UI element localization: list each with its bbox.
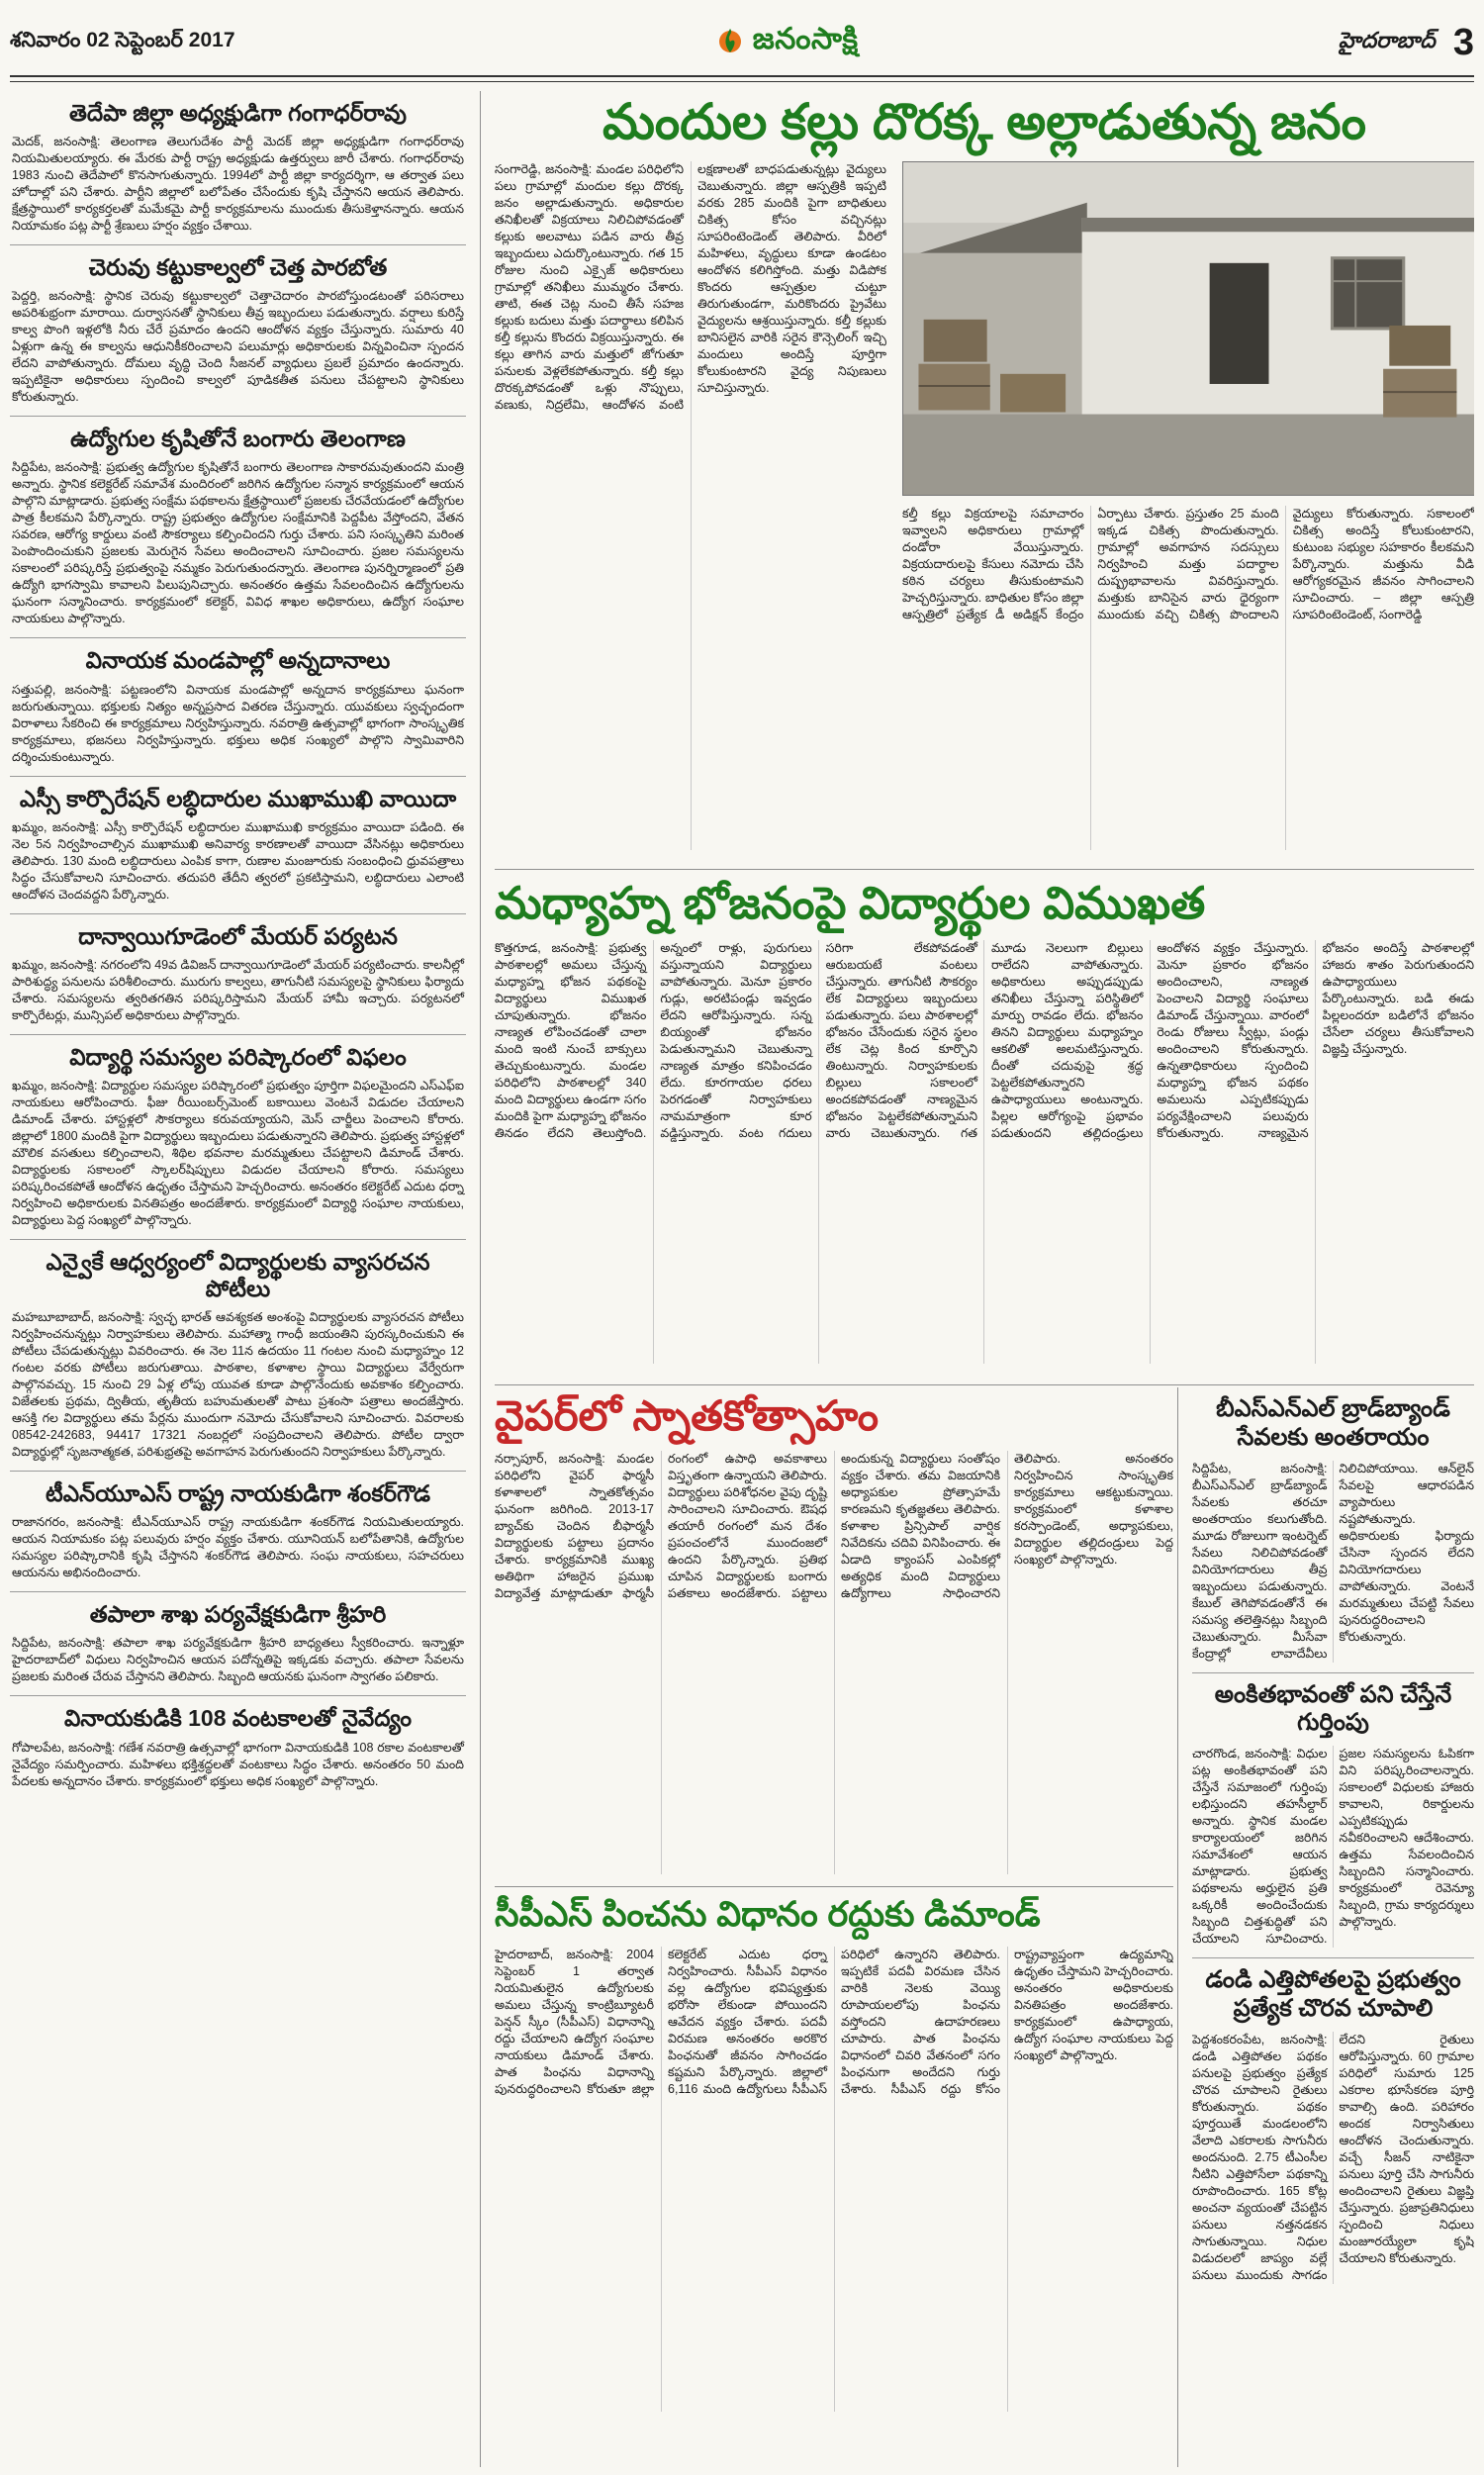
page-number: 3 [1452, 21, 1474, 63]
article-headline: డండి ఎత్తిపోతలపై ప్రభుత్వం ప్రత్యేక చొరవ చూపాలి [1205, 1966, 1461, 2022]
article-body: మెదక్, జనంసాక్షి: తెలంగాణ తెలుగుదేశం పార్టీ మెదక్ జిల్లా అధ్యక్షుడిగా గంగాధర్‌రావు నియమితులయ్యారు. ఈ మేరకు పార్టీ రాష్ట్ర అధ్యక్షుడు ఉత్తర్వులు జారీ చేశారు. గంగాధర్‌రావు 1983 నుంచి తెదేపాలో కొనసాగుతున్నారు. 1994లో పార్టీ జిల్లా కార్యదర్శిగా, ఆ తర్వాత పలు హోదాల్లో పని చేశారు. పార్టీని జిల్లాలో బలోపేతం చేసేందుకు కృషి చేస్తానని ఆయన తెలిపారు. క్షేత్రస్థాయిలో కార్యకర్తలతో మమేకమై పార్టీ కార్యక్రమాలను ముందుకు తీసుకెళ్తానన్నారు. ఆయన నియామకం పట్ల పార్టీ శ్రేణులు హర్షం వ్యక్తం చేశాయి. [12, 135, 464, 234]
header-right [1339, 22, 1474, 64]
article-body: హైదరాబాద్, జనంసాక్షి: 2004 సెప్టెంబర్ 1 తర్వాత నియమితులైన ఉద్యోగులకు అమలు చేస్తున్న కాంట్రిబ్యూటరీ పెన్షన్ స్కీం (సీపీఎస్) విధానాన్ని రద్దు చేయాలని ఉద్యోగ సంఘాల నాయకులు డిమాండ్ చేశారు. పాత పింఛను విధానాన్ని పునరుద్ధరించాలని కోరుతూ జిల్లా కలెక్టరేట్ ఎదుట ధర్నా నిర్వహించారు. సీపీఎస్ విధానం వల్ల ఉద్యోగుల భవిష్యత్తుకు భరోసా లేకుండా పోయిందని ఆవేదన వ్యక్తం చేశారు. పదవీ విరమణ అనంతరం అరకొర పింఛనుతో జీవనం సాగించడం కష్టమని పేర్కొన్నారు. జిల్లాలో 6,116 మంది ఉద్యోగులు సీపీఎస్ పరిధిలో ఉన్నారని తెలిపారు. ఇప్పటికే పదవీ విరమణ చేసిన వారికి నెలకు వెయ్యి రూపాయలలోపు పింఛను వస్తోందని ఉదాహరణలు చూపారు. పాత పింఛను విధానంలో చివరి వేతనంలో సగం పింఛనుగా అందేదని గుర్తు చేశారు. సీపీఎస్ రద్దు కోసం రాష్ట్రవ్యాప్తంగా ఉద్యమాన్ని ఉధృతం చేస్తామని హెచ్చరించారు. అనంతరం అధికారులకు వినతిపత్రం అందజేశారు. కార్యక్రమంలో ఉపాధ్యాయ, ఉద్యోగ సంఘాల నాయకులు పెద్ద సంఖ్యలో పాల్గొన్నారు. [495, 1948, 1173, 2097]
article-dandi-lift-irrigation [1192, 1958, 1474, 2294]
masthead [715, 23, 859, 63]
article-headline: టీఎన్‌యూఎస్ రాష్ట్ర నాయకుడిగా శంకర్‌గౌడ [45, 1480, 431, 1507]
article-body: చారగొండ, జనంసాక్షి: విధుల పట్ల అంకితభావంతో పని చేస్తేనే సమాజంలో గుర్తింపు లభిస్తుందని తహసీల్దార్ అన్నారు. స్థానిక మండల కార్యాలయంలో జరిగిన సమావేశంలో ఆయన మాట్లాడారు. ప్రభుత్వ పథకాలను అర్హులైన ప్రతి ఒక్కరికీ అందించేందుకు సిబ్బంది చిత్తశుద్ధితో పని చేయాలని సూచించారు. ప్రజల సమస్యలను ఓపికగా విని పరిష్కరించాలన్నారు. సకాలంలో విధులకు హాజరు కావాలని, రికార్డులను ఎప్పటికప్పుడు నవీకరించాలని ఆదేశించారు. ఉత్తమ సేవలందించిన సిబ్బందిని సన్మానించారు. కార్యక్రమంలో రెవెన్యూ సిబ్బంది, గ్రామ కార్యదర్శులు పాల్గొన్నారు. [1192, 1747, 1474, 1947]
article-headline: తెదేపా జిల్లా అధ్యక్షుడిగా గంగాధర్‌రావు [68, 100, 407, 126]
article-body: రాజానగరం, జనంసాక్షి: టీఎన్‌యూఎస్ రాష్ట్ర నాయకుడిగా శంకర్‌గౌడ నియమితులయ్యారు. ఆయన నియామకం పట్ల పలువురు హర్షం వ్యక్తం చేశారు. యూనియన్ బలోపేతానికి, ఉద్యోగుల సమస్యల పరిష్కారానికి కృషి చేస్తానని శంకర్‌గౌడ తెలిపారు. సంఘ నాయకులు, సహచరులు ఆయనను అభినందించారు. [12, 1515, 464, 1580]
article-cps-pension [495, 1895, 1173, 2412]
article-body-cols [1192, 1746, 1474, 1948]
article-headline: ఎస్సీ కార్పొరేషన్ లబ్ధిదారుల ముఖాముఖి వాయిదా [19, 785, 457, 811]
midday-body [495, 940, 1474, 1364]
midday-headline: మధ్యాహ్న భోజనంపై విద్యార్థుల విముఖత [495, 878, 1206, 928]
viper-body [495, 1451, 1173, 1874]
article-body: గోపాలపేట, జనంసాక్షి: గణేశ నవరాత్రి ఉత్సవాల్లో భాగంగా వినాయకుడికి 108 రకాల వంటకాలతో నైవేద్యం సమర్పించారు. మహిళలు భక్తిశ్రద్ధలతో వంటకాలు సిద్ధం చేశారు. అనంతరం 50 మంది పేదలకు అన్నదానం చేశారు. కార్యక్రమంలో భక్తులు అధిక సంఖ్యలో పాల్గొన్నారు. [12, 1740, 464, 1788]
article-headline: విద్యార్థి సమస్యల పరిష్కారంలో విఫలం [69, 1043, 407, 1070]
article-body: పెద్దశంకరంపేట, జనంసాక్షి: డండి ఎత్తిపోతల పథకం పనులపై ప్రభుత్వం ప్రత్యేక చొరవ చూపాలని రైతులు కోరుతున్నారు. పథకం పూర్తయితే మండలంలోని వేలాది ఎకరాలకు సాగునీరు అందనుంది. 2.75 టీఎంసీల నీటిని ఎత్తిపోసేలా పథకాన్ని రూపొందించారు. 165 కోట్ల అంచనా వ్యయంతో చేపట్టిన పనులు నత్తనడకన సాగుతున్నాయి. నిధుల విడుదలలో జాప్యం వల్లే పనులు ముందుకు సాగడం లేదని రైతులు ఆరోపిస్తున్నారు. 60 గ్రామాల పరిధిలో సుమారు 125 ఎకరాల భూసేకరణ పూర్తి కావాల్సి ఉంది. పరిహారం అందక నిర్వాసితులు ఆందోళన చెందుతున్నారు. వచ్చే సీజన్ నాటికైనా పనులు పూర్తి చేసి సాగునీరు అందించాలని రైతులు విజ్ఞప్తి చేస్తున్నారు. ప్రజాప్రతినిధులు స్పందించి నిధులు మంజూరయ్యేలా కృషి చేయాలని కోరుతున్నారు. [1192, 2032, 1474, 2282]
article-body: నర్సాపూర్, జనంసాక్షి: మండల పరిధిలోని వైపర్ ఫార్మసీ కళాశాలలో స్నాతకోత్సవం ఘనంగా జరిగింది. 2013-17 బ్యాచ్‌కు చెందిన బీఫార్మసీ విద్యార్థులకు పట్టాలు ప్రదానం చేశారు. కార్యక్రమానికి ముఖ్య అతిథిగా హాజరైన ప్రముఖ విద్యావేత్త మాట్లాడుతూ ఫార్మసీ రంగంలో ఉపాధి అవకాశాలు విస్తృతంగా ఉన్నాయని తెలిపారు. విద్యార్థులు పరిశోధనల వైపు దృష్టి సారించాలని సూచించారు. ఔషధ తయారీ రంగంలో మన దేశం ప్రపంచంలోనే ముందంజలో ఉందని పేర్కొన్నారు. ప్రతిభ చూపిన విద్యార్థులకు బంగారు పతకాలు అందజేశారు. పట్టాలు అందుకున్న విద్యార్థులు సంతోషం వ్యక్తం చేశారు. తమ విజయానికి అధ్యాపకుల ప్రోత్సాహమే కారణమని కృతజ్ఞతలు తెలిపారు. కళాశాల ప్రిన్సిపాల్ వార్షిక నివేదికను చదివి వినిపించారు. ఈ ఏడాది క్యాంపస్ ఎంపికల్లో అత్యధిక మంది విద్యార్థులు ఉద్యోగాలు సాధించారని తెలిపారు. అనంతరం నిర్వహించిన సాంస్కృతిక కార్యక్రమాలు ఆకట్టుకున్నాయి. కార్యక్రమంలో కళాశాల కరస్పాండెంట్, అధ్యాపకులు, విద్యార్థుల తల్లిదండ్రులు పెద్ద సంఖ్యలో పాల్గొన్నారు. [495, 1452, 1173, 1601]
page-header [10, 14, 1474, 71]
article-bsnl-broadband [1192, 1387, 1474, 1673]
bottom-right-column [1177, 1387, 1474, 2467]
article-postal-supervisor [10, 1592, 466, 1696]
article-headline: బీఎస్‌ఎన్‌ఎల్ బ్రాడ్‌బ్యాండ్ సేవలకు అంతరాయం [1216, 1395, 1450, 1451]
article-body: మహబూబాబాద్, జనంసాక్షి: స్వచ్ఛ భారత్ ఆవశ్యకత అంశంపై విద్యార్థులకు వ్యాసరచన పోటీలు నిర్వహించనున్నట్లు నిర్వాహకులు తెలిపారు. మహాత్మా గాంధీ జయంతిని పురస్కరించుకుని ఈ పోటీలు చేపడుతున్నట్లు వివరించారు. ఈ నెల 11న ఉదయం 11 గంటల నుంచి మధ్యాహ్నం 12 గంటల వరకు పోటీలు జరుగుతాయి. పాఠశాల, కళాశాల స్థాయి విద్యార్థులు వేర్వేరుగా పాల్గొనవచ్చు. 15 నుంచి 29 ఏళ్ల లోపు యువత కూడా పాల్గొనేందుకు అవకాశం కల్పించారు. విజేతలకు ప్రథమ, ద్వితీయ, తృతీయ బహుమతులతో పాటు ప్రశంసా పత్రాలు అందజేస్తారు. ఆసక్తి గల విద్యార్థులు తమ పేర్లను ముందుగా నమోదు చేసుకోవాలని సూచించారు. వివరాలకు 08542-242683, 94417 17321 నంబర్లలో సంప్రదించాలని తెలిపారు. పోటీల ద్వారా విద్యార్థుల్లో సృజనాత్మకత, పరిశుభ్రతపై అవగాహన పెరుగుతుందని నిర్వాహకులు పేర్కొన్నారు. [12, 1310, 464, 1460]
cps-body [495, 1947, 1173, 2412]
article-viper-convocation [495, 1393, 1173, 1874]
article-midday-meal [495, 873, 1474, 1381]
article-canal-garbage [10, 245, 466, 417]
article-body: సిద్దిపేట, జనంసాక్షి: బీఎస్ఎన్ఎల్ బ్రాడ్‌బ్యాండ్ సేవలకు తరచూ అంతరాయం కలుగుతోంది. మూడు రోజులుగా ఇంటర్నెట్ సేవలు నిలిచిపోవడంతో వినియోగదారులు తీవ్ర ఇబ్బందులు పడుతున్నారు. కేబుల్ తెగిపోవడంతోనే ఈ సమస్య తలెత్తినట్లు సిబ్బంది చెబుతున్నారు. మీసేవా కేంద్రాల్లో లావాదేవీలు నిలిచిపోయాయి. ఆన్‌లైన్ సేవలపై ఆధారపడిన వ్యాపారులు నష్టపోతున్నారు. అధికారులకు ఫిర్యాదు చేసినా స్పందన లేదని వినియోగదారులు వాపోతున్నారు. వెంటనే మరమ్మతులు చేపట్టి సేవలు పునరుద్ధరించాలని కోరుతున్నారు. [1192, 1461, 1474, 1661]
article-tnus-leader [10, 1472, 466, 1592]
article-golden-telangana [10, 417, 466, 638]
article-body: ఖమ్మం, జనంసాక్షి: నగరంలోని 49వ డివిజన్ దాన్వాయిగూడెంలో మేయర్ పర్యటించారు. కాలనీల్లో పారిశుద్ధ్య పనులను పరిశీలించారు. మురుగు కాల్వలు, తాగునీటి సమస్యలపై స్థానికులు ఫిర్యాదు చేశారు. సమస్యలను త్వరితగతిన పరిష్కరిస్తామని మేయర్ హామీ ఇచ్చారు. పర్యటనలో కార్పొరేటర్లు, మున్సిపల్ అధికారులు పాల్గొన్నారు. [12, 957, 464, 1022]
section-divider [495, 1886, 1173, 1887]
article-headline: వినాయకుడికి 108 వంటకాలతో నైవేద్యం [63, 1705, 413, 1732]
article-body: కొత్తగూడ, జనంసాక్షి: ప్రభుత్వ పాఠశాలల్లో అమలు చేస్తున్న మధ్యాహ్న భోజన పథకంపై విద్యార్థులు విముఖత చూపుతున్నారు. భోజనం నాణ్యత లోపించడంతో చాలా మంది ఇంటి నుంచే బాక్సులు తెచ్చుకుంటున్నారు. మండల పరిధిలోని పాఠశాలల్లో 340 మంది విద్యార్థులు ఉండగా సగం మందికి పైగా మధ్యాహ్న భోజనం తినడం లేదని తెలుస్తోంది. అన్నంలో రాళ్లు, పురుగులు వస్తున్నాయని విద్యార్థులు వాపోతున్నారు. మెనూ ప్రకారం గుడ్లు, అరటిపండ్లు ఇవ్వడం లేదని ఆరోపిస్తున్నారు. సన్న బియ్యంతో భోజనం పెడుతున్నామని చెబుతున్నా నాణ్యత మాత్రం కనిపించడం లేదు. కూరగాయల ధరలు పెరగడంతో నిర్వాహకులు నామమాత్రంగా కూర వడ్డిస్తున్నారు. వంట గదులు సరిగా లేకపోవడంతో ఆరుబయటే వంటలు చేస్తున్నారు. తాగునీటి సౌకర్యం లేక విద్యార్థులు ఇబ్బందులు పడుతున్నారు. పలు పాఠశాలల్లో భోజనం చేసేందుకు సరైన స్థలం లేక చెట్ల కింద కూర్చొని తింటున్నారు. నిర్వాహకులకు బిల్లులు సకాలంలో అందకపోవడంతో నాణ్యమైన భోజనం పెట్టలేకపోతున్నామని వారు చెబుతున్నారు. గత మూడు నెలలుగా బిల్లులు రాలేదని వాపోతున్నారు. అధికారులు అప్పుడప్పుడు తనిఖీలు చేస్తున్నా పరిస్థితిలో మార్పు రావడం లేదు. భోజనం తినని విద్యార్థులు మధ్యాహ్నం ఆకలితో అలమటిస్తున్నారు. దీంతో చదువుపై శ్రద్ధ పెట్టలేకపోతున్నారని ఉపాధ్యాయులు అంటున్నారు. పిల్లల ఆరోగ్యంపై ప్రభావం పడుతుందని తల్లిదండ్రులు ఆందోళన వ్యక్తం చేస్తున్నారు. మెనూ ప్రకారం భోజనం అందించాలని, నాణ్యత పెంచాలని విద్యార్థి సంఘాలు డిమాండ్ చేస్తున్నాయి. వారంలో రెండు రోజులు స్వీట్లు, పండ్లు అందించాలని కోరుతున్నారు. ఉన్నతాధికారులు స్పందించి మధ్యాహ్న భోజన పథకం అమలును ఎప్పటికప్పుడు పర్యవేక్షించాలని పలువురు కోరుతున్నారు. నాణ్యమైన భోజనం అందిస్తే పాఠశాలల్లో హాజరు శాతం పెరుగుతుందని ఉపాధ్యాయులు పేర్కొంటున్నారు. బడి ఈడు పిల్లలందరూ బడిలోనే భోజనం చేసేలా చర్యలు తీసుకోవాలని విజ్ఞప్తి చేస్తున్నారు. [495, 940, 1474, 1140]
lead-right-stack [902, 161, 1474, 850]
lead-body-right [902, 506, 1474, 850]
cps-headline: సీపీఎస్ పించను విధానం రద్దుకు డిమాండ్ [495, 1895, 1041, 1935]
article-headline: వినాయక మండపాల్లో అన్నదానాలు [85, 647, 391, 674]
article-headline: అంకితభావంతో పని చేస్తేనే గుర్తింపు [1214, 1680, 1452, 1737]
section-divider [495, 1384, 1474, 1385]
lead-body-left [495, 161, 886, 850]
header-rule [10, 75, 1474, 82]
article-annadanam [10, 638, 466, 776]
viper-headline: వైపర్‌లో స్నాతకోత్సాహం [495, 1392, 880, 1439]
article-body: ఖమ్మం, జనంసాక్షి: ఎస్సీ కార్పొరేషన్ లబ్ధిదారుల ముఖాముఖి కార్యక్రమం వాయిదా పడింది. ఈ నెల 5న నిర్వహించాల్సిన ముఖాముఖి అనివార్య కారణాలతో వాయిదా వేసినట్లు అధికారులు తెలిపారు. 130 మంది లబ్ధిదారులు ఎంపిక కాగా, రుణాల మంజూరుకు సంబంధించి ధ్రువపత్రాలు సిద్ధం చేసుకోవాలని సూచించారు. తదుపరి తేదీని త్వరలో ప్రకటిస్తామని, లబ్ధిదారులు ఎలాంటి ఆందోళన చెందవద్దని పేర్కొన్నారు. [12, 819, 464, 902]
article-toddy-lead [495, 91, 1474, 865]
article-student-issues [10, 1035, 466, 1240]
article-body: కల్తీ కల్లు విక్రయాలపై సమాచారం ఇవ్వాలని అధికారులు గ్రామాల్లో దండోరా వేయిస్తున్నారు. విక్రయదారులపై కేసులు నమోదు చేసి కఠిన చర్యలు తీసుకుంటామని హెచ్చరిస్తున్నారు. బాధితుల కోసం జిల్లా ఆస్పత్రిలో ప్రత్యేక డీ అడిక్షన్ కేంద్రం ఏర్పాటు చేశారు. ప్రస్తుతం 25 మంది ఇక్కడ చికిత్స పొందుతున్నారు. గ్రామాల్లో అవగాహన సదస్సులు నిర్వహించి మత్తు పదార్థాల దుష్ప్రభావాలను వివరిస్తున్నారు. మత్తుకు బానిసైన వారు ధైర్యంగా ముందుకు వచ్చి చికిత్స పొందాలని వైద్యులు కోరుతున్నారు. సకాలంలో చికిత్స అందిస్తే కోలుకుంటారని, కుటుంబ సభ్యుల సహకారం కీలకమని పేర్కొన్నారు. మత్తును వీడి ఆరోగ్యకరమైన జీవనం సాగించాలని సూచించారు. – జిల్లా ఆస్పత్రి సూపరింటెండెంట్, సంగారెడ్డి [902, 507, 1474, 621]
article-body: సంగారెడ్డి, జనంసాక్షి: మండల పరిధిలోని పలు గ్రామాల్లో మందుల కల్లు దొరక్క జనం అల్లాడుతున్నారు. అధికారుల తనిఖీలతో విక్రయాలు నిలిచిపోవడంతో కల్లుకు అలవాటు పడిన వారు తీవ్ర ఇబ్బందులు ఎదుర్కొంటున్నారు. గత 15 రోజుల నుంచి ఎక్సైజ్ అధికారులు గ్రామాల్లో తనిఖీలు ముమ్మరం చేశారు. తాటి, ఈత చెట్ల నుంచి తీసే సహజ కల్లుకు బదులు మత్తు పదార్థాలు కలిపిన కల్తీ కల్లును కొందరు విక్రయిస్తున్నారు. ఈ కల్లు తాగిన వారు మత్తులో జోగుతూ పనులకు వెళ్లలేకపోతున్నారు. కల్తీ కల్లు దొరక్కపోవడంతో ఒళ్లు నొప్పులు, వణుకు, నిద్రలేమి, ఆందోళన వంటి లక్షణాలతో బాధపడుతున్నట్లు వైద్యులు చెబుతున్నారు. జిల్లా ఆస్పత్రికి ఇప్పటి వరకు 285 మందికి పైగా బాధితులు చికిత్స కోసం వచ్చినట్లు సూపరింటెండెంట్ తెలిపారు. వీరిలో మహిళలు, వృద్ధులు కూడా ఉండటం ఆందోళన కలిగిస్తోంది. మత్తు విడిపోక కొందరు ఆస్పత్రుల చుట్టూ తిరుగుతుండగా, మరికొందరు ప్రైవేటు వైద్యులను ఆశ్రయిస్తున్నారు. కల్తీ కల్లుకు బానిసలైన వారికి సరైన కౌన్సెలింగ్ ఇచ్చి మందులు అందిస్తే పూర్తిగా కోలుకుంటారని వైద్య నిపుణులు సూచిస్తున్నారు. [495, 162, 886, 412]
article-essay-contest [10, 1240, 466, 1472]
article-headline: చెరువు కట్టుకాల్వలో చెత్త పారబోత [88, 254, 388, 281]
article-body: సిద్దిపేట, జనంసాక్షి: ప్రభుత్వ ఉద్యోగుల కృషితోనే బంగారు తెలంగాణ సాకారమవుతుందని మంత్రి అన్నారు. స్థానిక కలెక్టరేట్ సమావేశ మందిరంలో జరిగిన ఉద్యోగుల సన్మాన కార్యక్రమంలో ఆయన పాల్గొని మాట్లాడారు. ప్రభుత్వ సంక్షేమ పథకాలను క్షేత్రస్థాయిలో ప్రజలకు చేరవేయడంలో ఉద్యోగుల పాత్ర కీలకమని పేర్కొన్నారు. రాష్ట్ర ప్రభుత్వం ఉద్యోగుల సంక్షేమానికి పెద్దపీట వేస్తోందని, వేతన సవరణ, ఆరోగ్య కార్డులు వంటి సౌకర్యాలు కల్పించిందని గుర్తు చేశారు. పని సంస్కృతిని మరింత పెంపొందించుకుని ప్రజలకు మెరుగైన సేవలు అందించాలని సూచించారు. ప్రజల సమస్యలను సకాలంలో పరిష్కరిస్తే ప్రభుత్వంపై నమ్మకం పెరుగుతుందన్నారు. తెలంగాణ పునర్నిర్మాణంలో ప్రతి ఉద్యోగి భాగస్వామి కావాలని పిలుపునిచ్చారు. అనంతరం ఉత్తమ సేవలందించిన ఉద్యోగులను ఘనంగా సన్మానించారు. కార్యక్రమంలో కలెక్టర్, వివిధ శాఖల అధికారులు, ఉద్యోగ సంఘాల నాయకులు పాల్గొన్నారు. [12, 460, 464, 626]
news-photo [902, 161, 1474, 496]
lead-headline: మందుల కల్లు దొరక్క అల్లాడుతున్న జనం [603, 94, 1366, 149]
article-tdp-president [10, 91, 466, 245]
article-body: సత్తుపల్లి, జనంసాక్షి: పట్టణంలోని వినాయక మండపాల్లో అన్నదాన కార్యక్రమాలు ఘనంగా జరుగుతున్నాయి. భక్తులకు నిత్యం అన్నప్రసాద వితరణ చేస్తున్నారు. యువకులు స్వచ్ఛందంగా విరాళాలు సేకరించి ఈ కార్యక్రమాలు నిర్వహిస్తున్నారు. నవరాత్రి ఉత్సవాల్లో భాగంగా సాంస్కృతిక కార్యక్రమాలు, భజనలు నిర్వహిస్తున్నారు. భక్తులు అధిక సంఖ్యలో పాల్గొని స్వామివారిని దర్శించుకుంటున్నారు. [12, 682, 464, 764]
article-headline: తపాలా శాఖ పర్యవేక్షకుడిగా శ్రీహరి [89, 1601, 387, 1628]
article-headline: ఎన్వైకే ఆధ్వర్యంలో విద్యార్థులకు వ్యాసరచన పోటీలు [46, 1248, 430, 1301]
bottom-left-block [495, 1387, 1173, 2467]
section-divider [495, 869, 1474, 870]
edition-label: హైదరాబాద్ [1338, 27, 1436, 52]
article-mayor-tour [10, 914, 466, 1035]
article-headline: దాన్వాయిగూడెంలో మేయర్ పర్యటన [78, 922, 398, 949]
lead-content [495, 161, 1474, 850]
article-body: సిద్దిపేట, జనంసాక్షి: తపాలా శాఖ పర్యవేక్షకుడిగా శ్రీహరి బాధ్యతలు స్వీకరించారు. ఇన్నాళ్లూ హైదరాబాద్‌లో విధులు నిర్వహించిన ఆయన పదోన్నతిపై ఇక్కడకు వచ్చారు. తపాలా సేవలను ప్రజలకు మరింత చేరువ చేస్తానని తెలిపారు. సిబ్బంది ఆయనకు ఘనంగా స్వాగతం పలికారు. [12, 1636, 464, 1684]
article-body: పెద్దర్తి, జనంసాక్షి: స్థానిక చెరువు కట్టుకాల్వలో చెత్తాచెదారం పారబోస్తుండటంతో పరిసరాలు అపరిశుభ్రంగా మారాయి. దుర్వాసనతో స్థానికులు తీవ్ర ఇబ్బందులు పడుతున్నారు. వర్షాలు కురిస్తే కాల్వ పొంగి ఇళ్లలోకి నీరు చేరే ప్రమాదం ఉందని ఆందోళన వ్యక్తం చేస్తున్నారు. సుమారు 40 ఏళ్లుగా ఉన్న ఈ కాల్వను ఆధునికీకరించాలని పలుమార్లు అధికారులకు విన్నవించినా స్పందన లేదని వాపోతున్నారు. దోమలు వృద్ధి చెంది సీజనల్ వ్యాధులు ప్రబలే ప్రమాదం ఉందన్నారు. ఇప్పటికైనా అధికారులు స్పందించి కాల్వలో పూడికతీత పనులు చేపట్టాలని స్థానికులు కోరుతున్నారు. [12, 289, 464, 405]
page-date: శనివారం 02 సెప్టెంబర్ 2017 [10, 28, 235, 51]
article-body-cols [1192, 1461, 1474, 1663]
article-headline: ఉద్యోగుల కృషితోనే బంగారు తెలంగాణ [70, 426, 406, 452]
article-body: ఖమ్మం, జనంసాక్షి: విద్యార్థుల సమస్యల పరిష్కారంలో ప్రభుత్వం పూర్తిగా విఫలమైందని ఎస్ఎఫ్ఐ నాయకులు ఆరోపించారు. ఫీజు రీయింబర్స్‌మెంట్ బకాయిలు వెంటనే విడుదల చేయాలని డిమాండ్ చేశారు. హాస్టళ్లలో సౌకర్యాలు కరువయ్యాయని, మెస్ చార్జీలు పెంచాలని కోరారు. జిల్లాలో 1800 మందికి పైగా విద్యార్థులు ఇబ్బందులు పడుతున్నారని తెలిపారు. ప్రభుత్వ హాస్టళ్లలో మౌలిక వసతులు కల్పించాలని, శిథిల భవనాల మరమ్మతులు చేపట్టాలని డిమాండ్ చేశారు. విద్యార్థులకు సకాలంలో స్కాలర్‌షిప్పులు విడుదల చేయాలని కోరారు. సమస్యలు పరిష్కరించకపోతే ఆందోళన ఉధృతం చేస్తామని హెచ్చరించారు. అనంతరం కలెక్టరేట్ ఎదుట ధర్నా నిర్వహించి అధికారులకు వినతిపత్రం అందజేశారు. కార్యక్రమంలో విద్యార్థి సంఘాల నాయకులు, విద్యార్థులు పెద్ద సంఖ్యలో పాల్గొన్నారు. [12, 1078, 464, 1227]
article-body-cols [1192, 2032, 1474, 2284]
article-dedication-recognition [1192, 1673, 1474, 1959]
article-sc-corporation [10, 777, 466, 914]
left-column [10, 91, 481, 2467]
masthead-logo-icon [715, 26, 745, 60]
article-108-naivedyam [10, 1696, 466, 1799]
masthead-title: జనంసాక్షి [752, 22, 859, 55]
